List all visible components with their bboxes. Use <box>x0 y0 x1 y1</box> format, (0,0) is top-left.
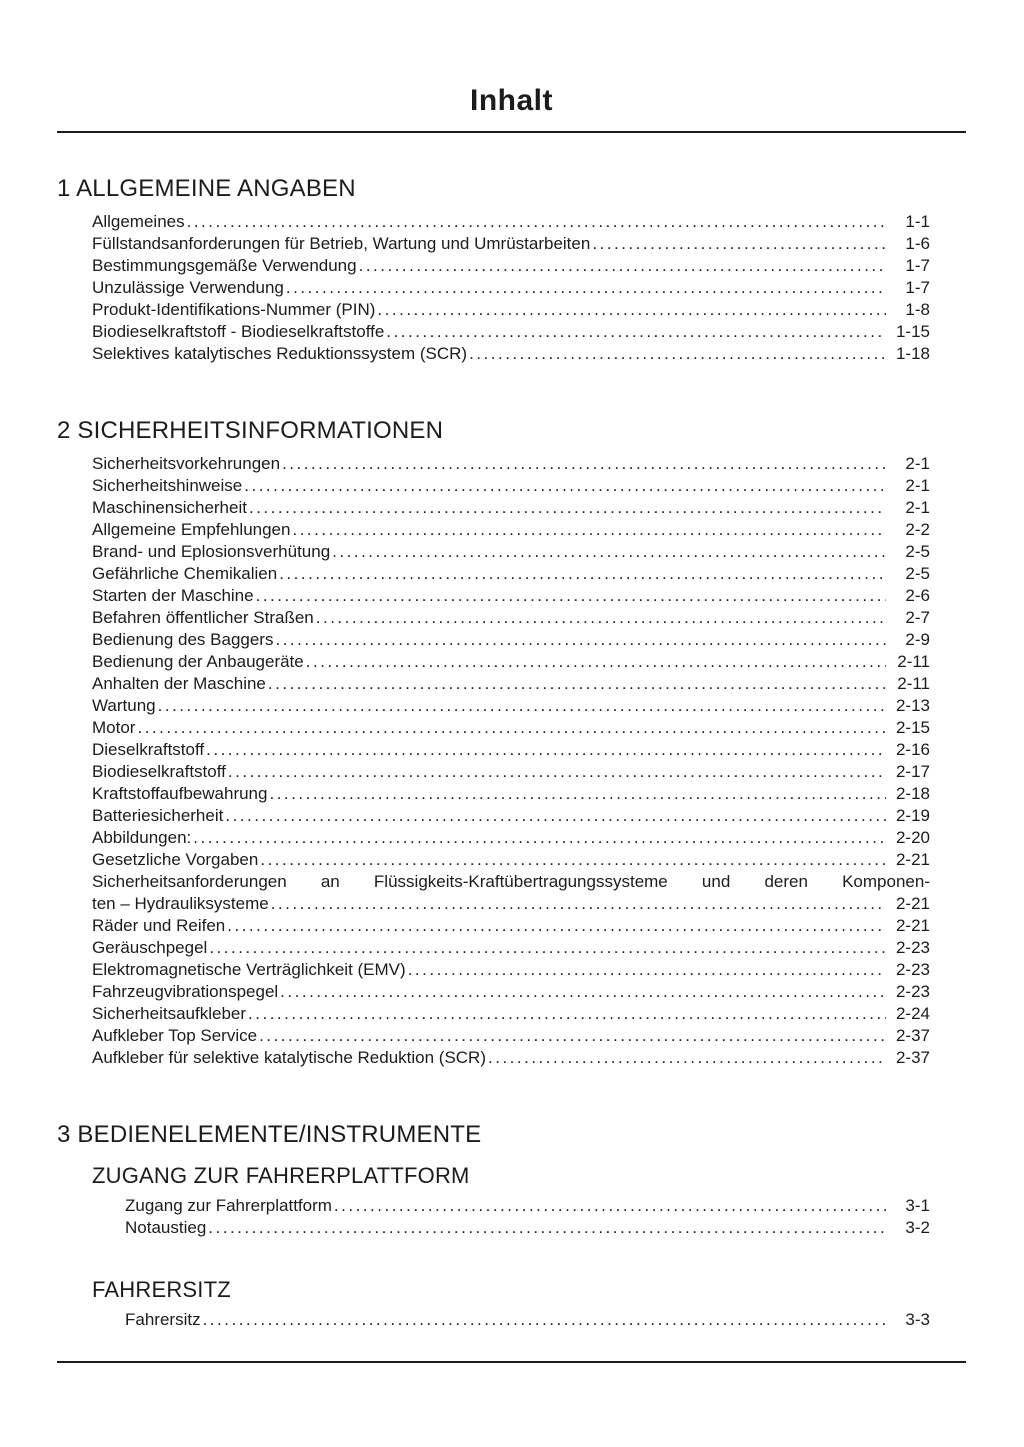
entry-label: Fahrzeugvibrationspegel <box>92 982 279 1001</box>
entry-label: Produkt-Identifikations-Nummer (PIN) <box>92 300 376 319</box>
toc-entry <box>92 607 966 629</box>
entry-dots-leader <box>282 453 886 475</box>
entry-page-number: 2-37 <box>895 1048 930 1067</box>
entry-label: Zugang zur Fahrerplattform <box>125 1196 332 1215</box>
toc-entry <box>92 981 966 1003</box>
entry-dots-leader <box>244 475 886 497</box>
toc-section <box>57 417 966 1069</box>
toc-entry <box>92 893 966 915</box>
toc-entry <box>92 805 966 827</box>
entry-page-number: 1-1 <box>905 212 930 231</box>
entry-page-number: 2-21 <box>895 916 930 935</box>
toc-entry <box>92 321 966 343</box>
entry-dots-leader <box>260 849 886 871</box>
toc-entry <box>92 717 966 739</box>
entry-page-number: 2-21 <box>895 894 930 913</box>
toc-entry <box>92 233 966 255</box>
title-rule <box>57 131 966 133</box>
entry-dots-leader <box>408 959 886 981</box>
section-heading: 2 SICHERHEITSINFORMATIONEN <box>57 417 444 444</box>
toc-entry <box>92 299 966 321</box>
toc-subsection <box>57 1277 966 1331</box>
toc-entry <box>92 585 966 607</box>
entry-list <box>125 1195 966 1239</box>
entry-dots-leader <box>469 343 886 365</box>
entry-dots-leader <box>488 1047 886 1069</box>
entry-dots-leader <box>386 321 886 343</box>
entry-dots-leader <box>249 497 886 519</box>
toc-entry <box>92 937 966 959</box>
toc-entry <box>92 541 966 563</box>
toc-subsection <box>57 453 966 1069</box>
entry-page-number: 2-23 <box>895 960 930 979</box>
toc-entry <box>92 761 966 783</box>
entry-dots-leader <box>158 695 886 717</box>
entry-label: Befahren öffentlicher Straßen <box>92 608 314 627</box>
entry-page-number: 2-20 <box>895 828 930 847</box>
entry-label: Sicherheitsaufkleber <box>92 1004 247 1023</box>
entry-page-number: 2-17 <box>895 762 930 781</box>
entry-label: Abbildungen: <box>92 828 192 847</box>
entry-label: Selektives katalytisches Reduktionssystem (SCR) <box>92 344 468 363</box>
entry-dots-leader <box>193 827 886 849</box>
toc-entry <box>92 563 966 585</box>
entry-page-number: 1-8 <box>905 300 930 319</box>
page-title: Inhalt <box>470 84 553 117</box>
entry-page-number: 2-1 <box>905 476 930 495</box>
entry-label: Aufkleber für selektive katalytische Reduktion (SCR) <box>92 1048 486 1067</box>
entry-dots-leader <box>209 937 886 959</box>
subsection-heading: ZUGANG ZUR FAHRERPLATTFORM <box>92 1163 470 1188</box>
entry-page-number: 2-24 <box>895 1004 930 1023</box>
toc-entry <box>92 915 966 937</box>
entry-dots-leader <box>269 783 886 805</box>
toc-subsection <box>57 211 966 365</box>
entry-page-number: 2-11 <box>897 674 930 693</box>
toc-entry <box>92 1003 966 1025</box>
entry-page-number: 2-23 <box>895 982 930 1001</box>
entry-dots-leader <box>279 563 886 585</box>
entry-dots-leader <box>292 519 886 541</box>
entry-label: Dieselkraftstoff <box>92 740 205 759</box>
toc-entry <box>125 1195 966 1217</box>
entry-page-number: 2-9 <box>905 630 930 649</box>
entry-label: Wartung <box>92 696 156 715</box>
entry-page-number: 2-16 <box>895 740 930 759</box>
entry-page-number: 3-3 <box>905 1310 930 1329</box>
entry-label: Biodieselkraftstoff <box>92 762 226 781</box>
entry-page-number: 2-6 <box>905 586 930 605</box>
entry-label: Allgemeine Empfehlungen <box>92 520 291 539</box>
toc-entry <box>92 827 966 849</box>
entry-list <box>92 453 966 1069</box>
entry-dots-leader <box>377 299 886 321</box>
entry-continuation-line: Sicherheitsanforderungen an Flüssigkeits-Kraftübertragungssysteme und deren Komponen- <box>92 872 930 891</box>
entry-label: Aufkleber Top Service <box>92 1026 258 1045</box>
toc-entry <box>125 1309 966 1331</box>
entry-label: Biodieselkraftstoff - Biodieselkraftstoffe <box>92 322 385 341</box>
toc-entry <box>92 475 966 497</box>
entry-label: Elektromagnetische Verträglichkeit (EMV) <box>92 960 406 979</box>
section-heading: 3 BEDIENELEMENTE/INSTRUMENTE <box>57 1121 482 1148</box>
toc-entry <box>92 783 966 805</box>
entry-label: ten – Hydrauliksysteme <box>92 894 269 913</box>
entry-label: Notaustieg <box>125 1218 207 1237</box>
entry-dots-leader <box>206 739 886 761</box>
toc-entry <box>92 629 966 651</box>
entry-page-number: 2-18 <box>895 784 930 803</box>
entry-dots-leader <box>592 233 886 255</box>
toc-entry <box>92 343 966 365</box>
entry-label: Brand- und Eplosionsverhütung <box>92 542 331 561</box>
entry-dots-leader <box>271 893 886 915</box>
toc-entry <box>92 1025 966 1047</box>
toc-section <box>57 1121 966 1331</box>
toc-section <box>57 175 966 365</box>
entry-label: Fahrersitz <box>125 1310 201 1329</box>
entry-dots-leader <box>225 805 886 827</box>
entry-page-number: 2-11 <box>897 652 930 671</box>
subsection-heading: FAHRERSITZ <box>92 1277 231 1302</box>
entry-page-number: 2-21 <box>895 850 930 869</box>
entry-list <box>125 1309 966 1331</box>
entry-dots-leader <box>332 541 886 563</box>
entry-page-number: 3-2 <box>905 1218 930 1237</box>
toc-entry <box>92 519 966 541</box>
entry-page-number: 2-23 <box>895 938 930 957</box>
entry-dots-leader <box>306 651 886 673</box>
entry-dots-leader <box>316 607 886 629</box>
entry-label: Anhalten der Maschine <box>92 674 266 693</box>
entry-label: Maschinensicherheit <box>92 498 247 517</box>
toc-subsection <box>57 1163 966 1239</box>
bottom-rule <box>57 1361 966 1363</box>
toc-entry <box>92 1047 966 1069</box>
toc-entry <box>92 453 966 475</box>
entry-dots-leader <box>286 277 886 299</box>
entry-page-number: 1-7 <box>905 256 930 275</box>
entry-dots-leader <box>137 717 886 739</box>
entry-label: Bedienung der Anbaugeräte <box>92 652 304 671</box>
entry-label: Kraftstoffaufbewahrung <box>92 784 268 803</box>
entry-dots-leader <box>203 1309 886 1331</box>
toc-entry <box>92 277 966 299</box>
entry-page-number: 2-1 <box>905 454 930 473</box>
entry-dots-leader <box>208 1217 886 1239</box>
entry-label: Räder und Reifen <box>92 916 226 935</box>
entry-label: Allgemeines <box>92 212 185 231</box>
entry-list <box>92 211 966 365</box>
entry-dots-leader <box>228 761 886 783</box>
toc-entry <box>92 673 966 695</box>
entry-page-number: 1-7 <box>905 278 930 297</box>
entry-page-number: 2-15 <box>895 718 930 737</box>
toc-entry <box>92 211 966 233</box>
entry-page-number: 2-19 <box>895 806 930 825</box>
entry-dots-leader <box>359 255 886 277</box>
entry-label: Bedienung des Baggers <box>92 630 274 649</box>
entry-label: Batteriesicherheit <box>92 806 224 825</box>
entry-page-number: 2-37 <box>895 1026 930 1045</box>
entry-label: Geräuschpegel <box>92 938 208 957</box>
entry-label: Unzulässige Verwendung <box>92 278 284 297</box>
toc-entry <box>92 959 966 981</box>
entry-dots-leader <box>256 585 886 607</box>
entry-label: Gefährliche Chemikalien <box>92 564 278 583</box>
entry-page-number: 2-13 <box>895 696 930 715</box>
entry-page-number: 2-7 <box>905 608 930 627</box>
entry-page-number: 3-1 <box>905 1196 930 1215</box>
entry-label: Füllstandsanforderungen für Betrieb, Wartung und Umrüstarbeiten <box>92 234 591 253</box>
toc <box>57 175 966 1331</box>
entry-label: Motor <box>92 718 136 737</box>
entry-label: Starten der Maschine <box>92 586 254 605</box>
entry-dots-leader <box>334 1195 886 1217</box>
entry-label: Gesetzliche Vorgaben <box>92 850 259 869</box>
toc-entry <box>92 849 966 871</box>
entry-label: Bestimmungsgemäße Verwendung <box>92 256 357 275</box>
entry-dots-leader <box>187 211 886 233</box>
entry-dots-leader <box>275 629 886 651</box>
entry-label: Sicherheitsvorkehrungen <box>92 454 281 473</box>
entry-dots-leader <box>227 915 886 937</box>
entry-dots-leader <box>280 981 886 1003</box>
toc-entry <box>92 651 966 673</box>
entry-label: Sicherheitshinweise <box>92 476 243 495</box>
entry-page-number: 2-2 <box>905 520 930 539</box>
entry-dots-leader <box>268 673 886 695</box>
entry-page-number: 1-15 <box>895 322 930 341</box>
entry-page-number: 2-5 <box>905 564 930 583</box>
toc-entry <box>92 695 966 717</box>
entry-page-number: 1-18 <box>895 344 930 363</box>
toc-entry <box>92 255 966 277</box>
toc-entry <box>125 1217 966 1239</box>
entry-page-number: 1-6 <box>905 234 930 253</box>
toc-entry <box>92 497 966 519</box>
entry-page-number: 2-5 <box>905 542 930 561</box>
entry-page-number: 2-1 <box>905 498 930 517</box>
entry-dots-leader <box>248 1003 886 1025</box>
section-heading: 1 ALLGEMEINE ANGABEN <box>57 175 356 202</box>
toc-entry <box>92 739 966 761</box>
entry-dots-leader <box>259 1025 886 1047</box>
